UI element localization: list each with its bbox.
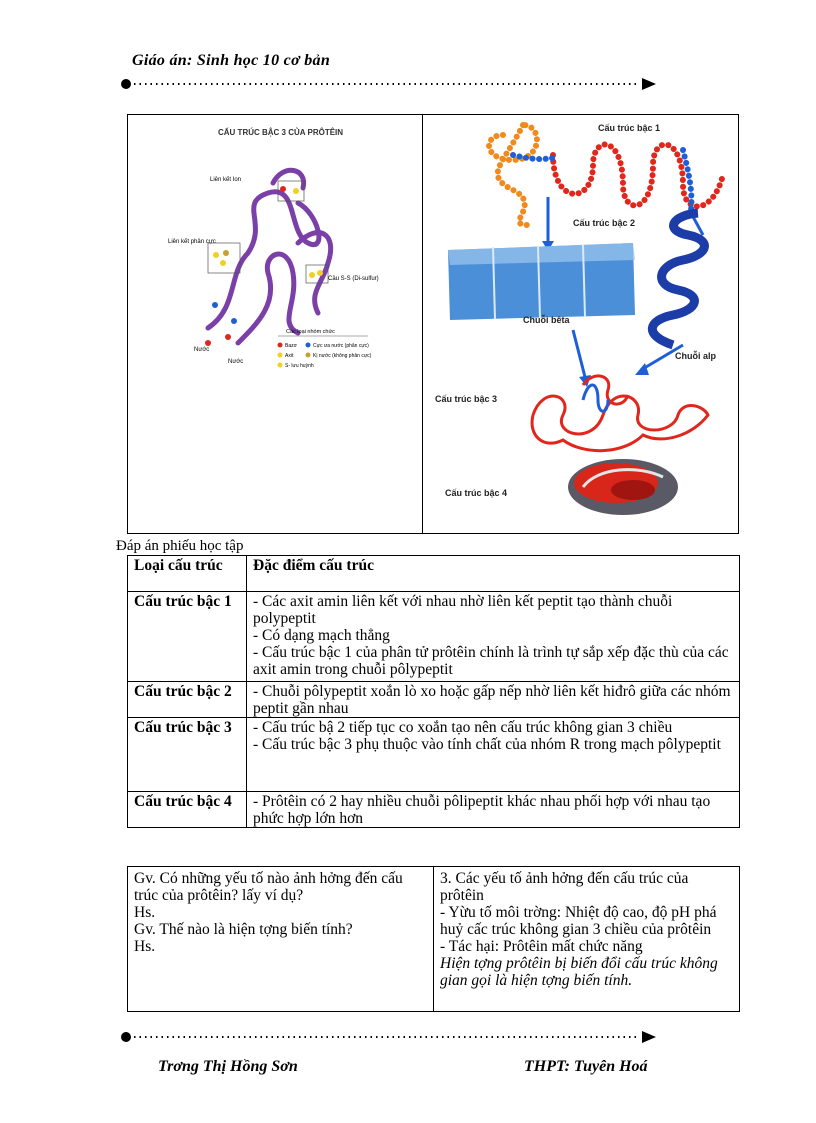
legend-item-base: Bazơ [285,343,297,349]
qa-left-line: Hs. [134,904,156,921]
footer-author: Trơng Thị Hồng Sơn [158,1058,298,1075]
label-polar-bond: Liên kết phân cực [168,239,216,245]
qa-left-cell [128,867,434,1012]
header-features: Đặc điểm cấu trúc [247,556,740,592]
qa-right-italic-line: Hiện tợng prôtêin bị biến đổi cấu trúc không gian gọi là hiện tợng biến tính. [440,955,718,989]
footer-dotted-rule [120,1030,660,1044]
row-features [247,592,740,682]
protein-levels-diagram [423,115,740,525]
table-row [128,718,740,792]
row-type: Cấu trúc bậc 2 [128,682,247,718]
feature-line: - Các axit amin liên kết với nhau nhờ liên kết peptit tạo thành chuỗi polypeptit [253,593,673,627]
tertiary-structure-diagram [168,123,408,393]
qa-table [127,866,740,1012]
qa-right-cell [434,867,740,1012]
feature-line: - Cấu trúc bậc 1 của phân tử prôtêin chính là trình tự sắp xếp đặc thù của các axit amin trong chuỗi pôlypeptit [253,644,729,678]
qa-left-line: Gv. Thế nào là hiện tợng biến tính? [134,921,353,938]
label-water-1: Nước [194,347,210,353]
table-row [128,682,740,718]
legend-item-sulfur: S- lưu huỳnh [285,363,314,369]
left-diagram-title: CẤU TRÚC BẬC 3 CỦA PRÔTÊIN [218,128,344,137]
beta-sheet [448,243,635,320]
alpha-helix [652,213,704,345]
qa-left-line: Gv. Có những yếu tố nào ảnh hởng đến cấu trúc của prôtêin? lấy ví dụ? [134,870,403,904]
row-type: Cấu trúc bậc 4 [128,792,247,828]
legend-item-hydrophobic: Kị nước (không phân cực) [313,353,372,359]
feature-line: - Cấu trúc bậc 3 phụ thuộc vào tính chất của nhóm R trong mạch pôlypeptit [253,736,721,753]
row-type: Cấu trúc bậc 3 [128,718,247,792]
quaternary-complex [568,459,678,515]
feature-line: - Chuỗi pôlypeptit xoắn lò xo hoặc gấp nếp nhờ liên kết hiđrô giữa các nhóm peptit gần nhau [253,683,731,717]
tertiary-blob [532,376,708,451]
feature-line: - Cấu trúc bậ 2 tiếp tục co xoắn tạo nên cấu trúc không gian 3 chiều [253,719,673,736]
label-ion-bond: Liên kết Ion [210,177,242,183]
answer-table [127,555,740,828]
row-features [247,792,740,828]
primary-chain [489,125,723,225]
protein-structure-figure [127,114,739,534]
protein-ribbon [208,170,331,343]
legend-item-acid: Axit [285,353,294,359]
legend-title: Các loại nhóm chức [286,329,335,335]
table-row [128,592,740,682]
header-title: Giáo án: Sinh học 10 cơ bản [132,52,331,69]
qa-right-line: - Tác hại: Prôtêin mất chức năng [440,938,643,955]
row-type: Cấu trúc bậc 1 [128,592,247,682]
label-tertiary: Cấu trúc bậc 3 [435,394,498,404]
qa-right-line: - Yừu tố môi trờng: Nhiệt độ cao, độ pH phá huỷ cấc trúc không gian 3 chiều của prôtêin [440,904,717,938]
qa-right-line: 3. Các yếu tố ảnh hởng đến cấu trúc của prôtêin [440,870,689,904]
table-row [128,792,740,828]
label-primary: Cấu trúc bậc 1 [598,123,661,133]
header-dotted-rule [120,77,660,91]
label-beta: Chuỗi bêta [523,315,570,325]
answer-table-header [128,556,740,592]
row-features [247,682,740,718]
label-water-2: Nước [228,359,244,365]
header-type: Loại cấu trúc [128,556,247,592]
label-disulfide: Cầu S-S (Di-sulfur) [328,276,379,282]
feature-line: - Prôtêin có 2 hay nhiều chuỗi pôlipeptit khác nhau phối hợp với nhau tạo phức hợp lớn hơn [253,793,711,827]
row-features [247,718,740,792]
qa-left-line: Hs. [134,938,156,955]
legend-item-hydrophilic: Cực ưa nước (phân cực) [313,343,369,349]
feature-line: - Có dạng mạch thẳng [253,627,390,644]
answer-sheet-caption: Đáp án phiếu học tập [116,538,244,554]
label-secondary: Cấu trúc bậc 2 [573,218,636,228]
label-quaternary: Cấu trúc bậc 4 [445,488,508,498]
footer-school: THPT: Tuyên Hoá [524,1058,648,1075]
label-alpha: Chuỗi alp [675,351,716,361]
